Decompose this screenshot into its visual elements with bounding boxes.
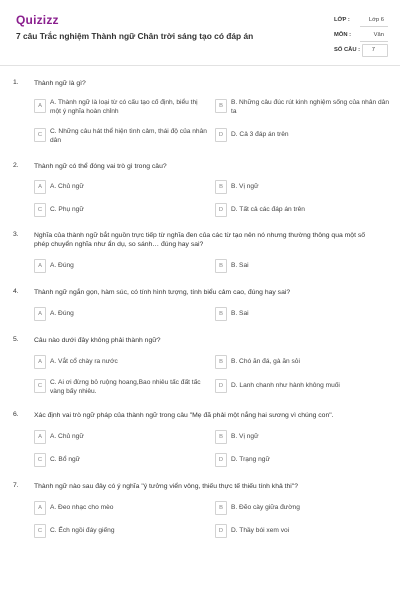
option-d[interactable] <box>215 379 391 393</box>
option-text: C. Ai ơi đừng bỏ ruộng hoang,Bao nhiêu tấc đất tấc vàng bấy nhiêu. <box>50 379 201 395</box>
option-c[interactable] <box>34 453 210 467</box>
option-text: B. Vị ngữ <box>231 183 259 190</box>
option-c[interactable] <box>34 379 210 393</box>
option-text: A. Vắt cổ chày ra nước <box>50 358 118 365</box>
option-b[interactable] <box>215 99 391 113</box>
option-b[interactable] <box>215 307 391 321</box>
option-b[interactable] <box>215 355 391 369</box>
option-letter: C <box>34 379 46 393</box>
option-a[interactable] <box>34 501 210 515</box>
option-letter: B <box>215 99 227 113</box>
option-text: B. Sai <box>231 310 249 317</box>
option-a[interactable] <box>34 180 210 194</box>
option-letter: B <box>215 307 227 321</box>
quizizz-logo[interactable]: Quizizz <box>16 13 59 27</box>
option-letter: B <box>215 430 227 444</box>
meta-count-box <box>362 44 388 57</box>
question-text: Thành ngữ có thể đóng vai trò gì trong câu? <box>34 163 167 170</box>
question-number: 4. <box>13 288 19 295</box>
option-c[interactable] <box>34 203 210 217</box>
option-letter: B <box>215 501 227 515</box>
option-text: D. Tất cả các đáp án trên <box>231 206 305 213</box>
option-b[interactable] <box>215 180 391 194</box>
option-a[interactable] <box>34 355 210 369</box>
question-text: Xác định vai trò ngữ pháp của thành ngữ trong câu "Mẹ đã phải một nắng hai sương vì chúng con". <box>34 412 334 419</box>
option-d[interactable] <box>215 128 391 142</box>
option-text: D. Lanh chanh như hành không muối <box>231 382 340 389</box>
option-b[interactable] <box>215 259 391 273</box>
question-number: 7. <box>13 482 19 489</box>
option-letter: D <box>215 203 227 217</box>
question-number: 5. <box>13 336 19 343</box>
option-text: B. Những câu đúc rút kinh nghiệm sống của nhân dân ta <box>231 99 390 115</box>
option-text: B. Vị ngữ <box>231 433 259 440</box>
option-letter: D <box>215 379 227 393</box>
question-text: Thành ngữ nào sau đây có ý nghĩa "ý tưởng viển vông, thiếu thực tế thiếu tính khả thi"? <box>34 483 299 490</box>
question-number: 3. <box>13 231 19 238</box>
option-text: B. Đẽo cày giữa đường <box>231 504 300 511</box>
option-letter: D <box>215 128 227 142</box>
option-letter: B <box>215 259 227 273</box>
option-text: A. Đúng <box>50 262 74 269</box>
meta-class-label: LỚP : <box>334 17 350 23</box>
option-text: D. Cả 3 đáp án trên <box>231 131 289 138</box>
option-letter: B <box>215 180 227 194</box>
meta-class-underline <box>360 26 388 27</box>
option-letter: A <box>34 180 46 194</box>
option-letter: C <box>34 203 46 217</box>
option-letter: A <box>34 355 46 369</box>
option-text: D. Thầy bói xem voi <box>231 527 290 534</box>
option-text: A. Chủ ngữ <box>50 183 84 190</box>
question-number: 2. <box>13 162 19 169</box>
option-c[interactable] <box>34 128 210 142</box>
option-letter: A <box>34 259 46 273</box>
worksheet-title: 7 câu Trắc nghiệm Thành ngữ Chân trời sáng tạo có đáp án <box>16 31 254 41</box>
meta-subject-underline <box>360 41 388 42</box>
option-letter: B <box>215 355 227 369</box>
option-d[interactable] <box>215 524 391 538</box>
option-text: C. Bổ ngữ <box>50 456 81 463</box>
option-text: C. Những câu hát thể hiện tình cảm, thái độ của nhân dân <box>50 128 207 144</box>
option-letter: A <box>34 307 46 321</box>
question-number: 1. <box>13 79 19 86</box>
meta-count-label: SỐ CÂU : <box>334 47 361 53</box>
option-letter: D <box>215 524 227 538</box>
meta-count-value: 7 <box>371 47 375 53</box>
meta-subject-label: MÔN : <box>334 32 352 38</box>
option-a[interactable] <box>34 259 210 273</box>
option-letter: C <box>34 128 46 142</box>
option-text: A. Đeo nhạc cho mèo <box>50 504 114 511</box>
option-c[interactable] <box>34 524 210 538</box>
option-b[interactable] <box>215 501 391 515</box>
option-letter: A <box>34 430 46 444</box>
option-d[interactable] <box>215 453 391 467</box>
option-a[interactable] <box>34 430 210 444</box>
question-text: Câu nào dưới đây không phải thành ngữ? <box>34 337 161 344</box>
option-a[interactable] <box>34 307 210 321</box>
header-divider <box>0 65 400 66</box>
question-number: 6. <box>13 411 19 418</box>
option-text: C. Ếch ngồi đáy giếng <box>50 527 115 534</box>
option-text: B. Chó ăn đá, gà ăn sỏi <box>231 358 300 365</box>
option-text: A. Đúng <box>50 310 74 317</box>
question-text: Nghĩa của thành ngữ bắt nguồn trực tiếp từ nghĩa đen của các từ tạo nên nó nhưng thường thông qua một số phép chuyển nghĩa như ẩn dụ, so sánh… đúng hay sai? <box>34 232 366 249</box>
worksheet-header <box>0 0 400 64</box>
meta-class-value: Lớp 6 <box>368 17 384 23</box>
option-text: B. Sai <box>231 262 249 269</box>
option-text: A. Chủ ngữ <box>50 433 84 440</box>
option-b[interactable] <box>215 430 391 444</box>
question-text: Thành ngữ ngắn gọn, hàm súc, có tính hình tượng, tính biểu cảm cao, đúng hay sai? <box>34 289 291 296</box>
option-letter: D <box>215 453 227 467</box>
option-text: D. Trạng ngữ <box>231 456 270 463</box>
question-text: Thành ngữ là gì? <box>34 80 86 87</box>
option-text: A. Thành ngữ là loại từ có cấu tạo cố định, biểu thị một ý nghĩa hoàn chỉnh <box>50 99 198 115</box>
option-text: C. Phụ ngữ <box>50 206 84 213</box>
option-letter: C <box>34 453 46 467</box>
option-letter: A <box>34 501 46 515</box>
option-letter: C <box>34 524 46 538</box>
meta-subject-value: Văn <box>373 32 384 38</box>
option-a[interactable] <box>34 99 210 113</box>
option-d[interactable] <box>215 203 391 217</box>
option-letter: A <box>34 99 46 113</box>
